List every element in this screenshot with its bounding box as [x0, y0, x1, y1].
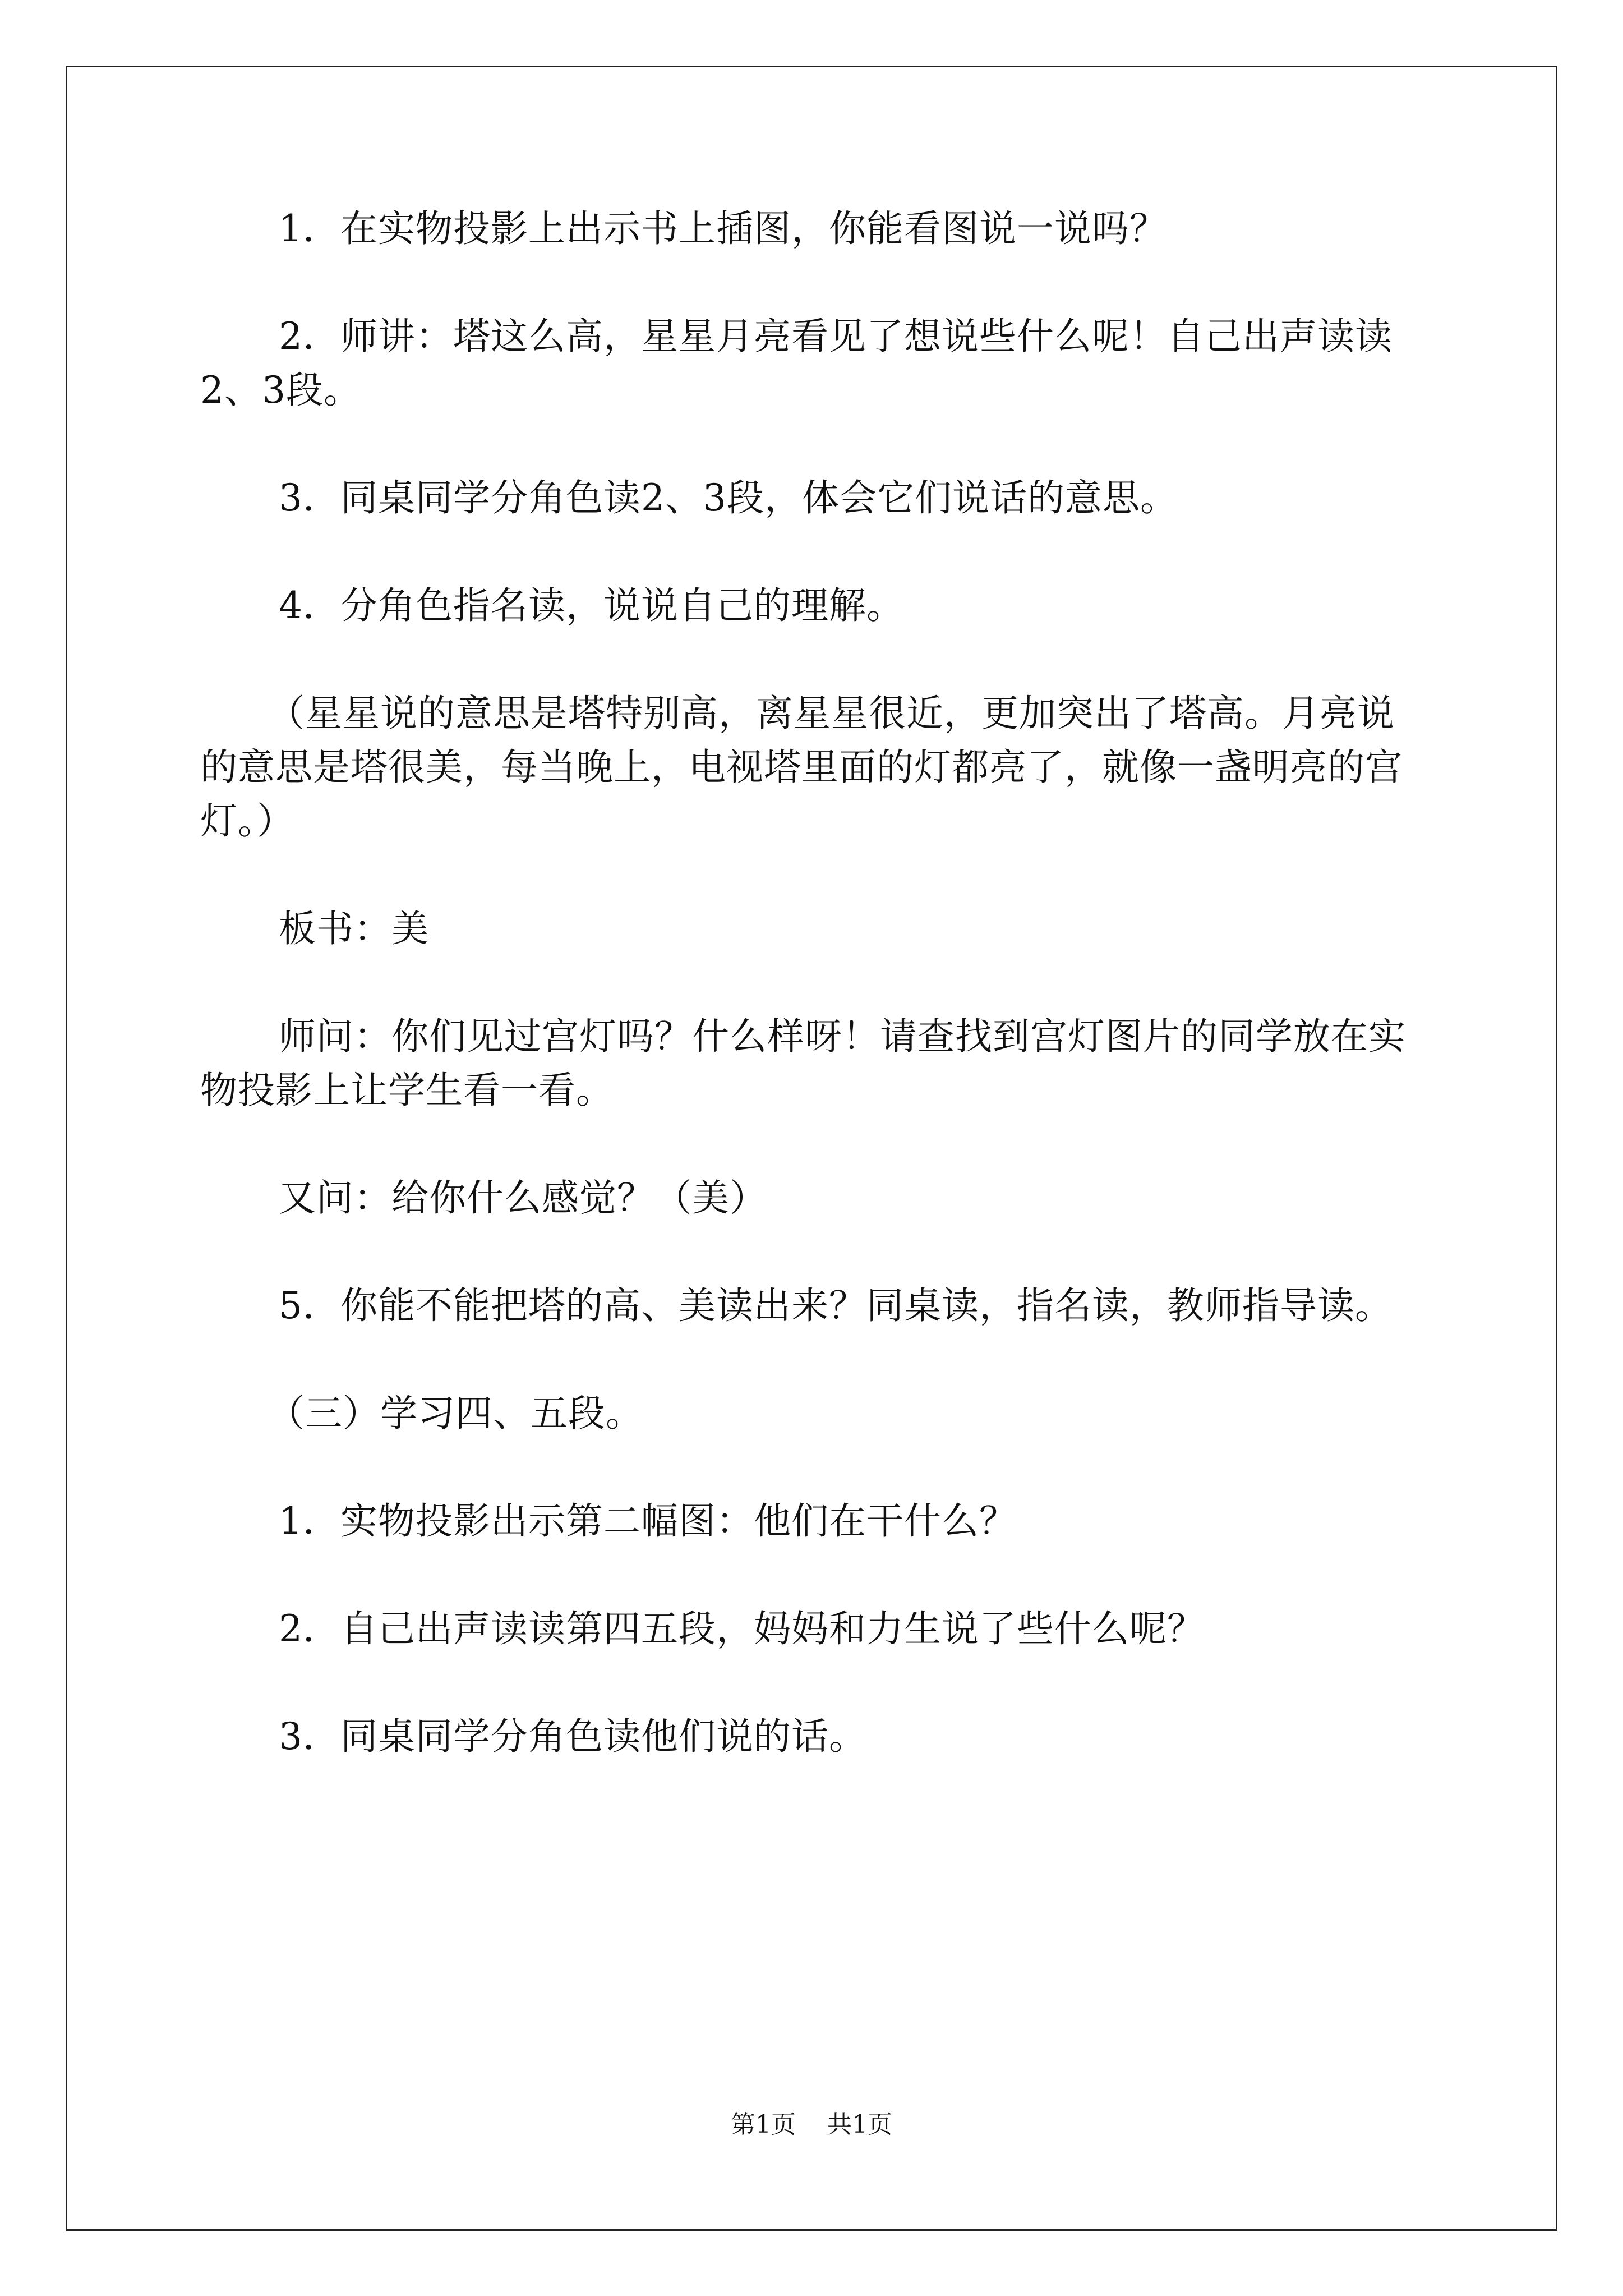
paragraph-2: 2．师讲：塔这么高，星星月亮看见了想说些什么呢！自己出声读读2、3段。	[200, 315, 1393, 412]
paragraph-3: 3．同桌同学分角色读2、3段，体会它们说话的意思。	[279, 476, 1178, 519]
paragraph-12: 2．自己出声读读第四五段，妈妈和力生说了些什么呢？	[279, 1607, 1205, 1650]
page-number: 第1页	[731, 2110, 796, 2139]
document-body	[200, 202, 1428, 1818]
page-total: 共1页	[827, 2110, 892, 2139]
paragraph-10: （三）学习四、五段。	[268, 1392, 643, 1435]
page-footer	[0, 2108, 1623, 2142]
paragraph-1: 1．在实物投影上出示书上插图，你能看图说一说吗？	[279, 207, 1167, 250]
paragraph-13: 3．同桌同学分角色读他们说的话。	[279, 1715, 866, 1758]
paragraph-5: （星星说的意思是塔特别高，离星星很近，更加突出了塔高。月亮说的意思是塔很美，每当晚上，电视塔里面的灯都亮了，就像一盏明亮的宫灯。）	[200, 692, 1403, 843]
paragraph-8: 又问：给你什么感觉？（美）	[279, 1176, 767, 1220]
paragraph-11: 1．实物投影出示第二幅图：他们在干什么？	[279, 1499, 1017, 1543]
paragraph-7: 师问：你们见过宫灯吗？什么样呀！请查找到宫灯图片的同学放在实物投影上让学生看一看。	[200, 1015, 1406, 1112]
paragraph-9: 5．你能不能把塔的高、美读出来？同桌读，指名读，教师指导读。	[279, 1284, 1393, 1327]
paragraph-4: 4．分角色指名读，说说自己的理解。	[279, 584, 904, 627]
paragraph-6: 板书：美	[279, 907, 429, 950]
